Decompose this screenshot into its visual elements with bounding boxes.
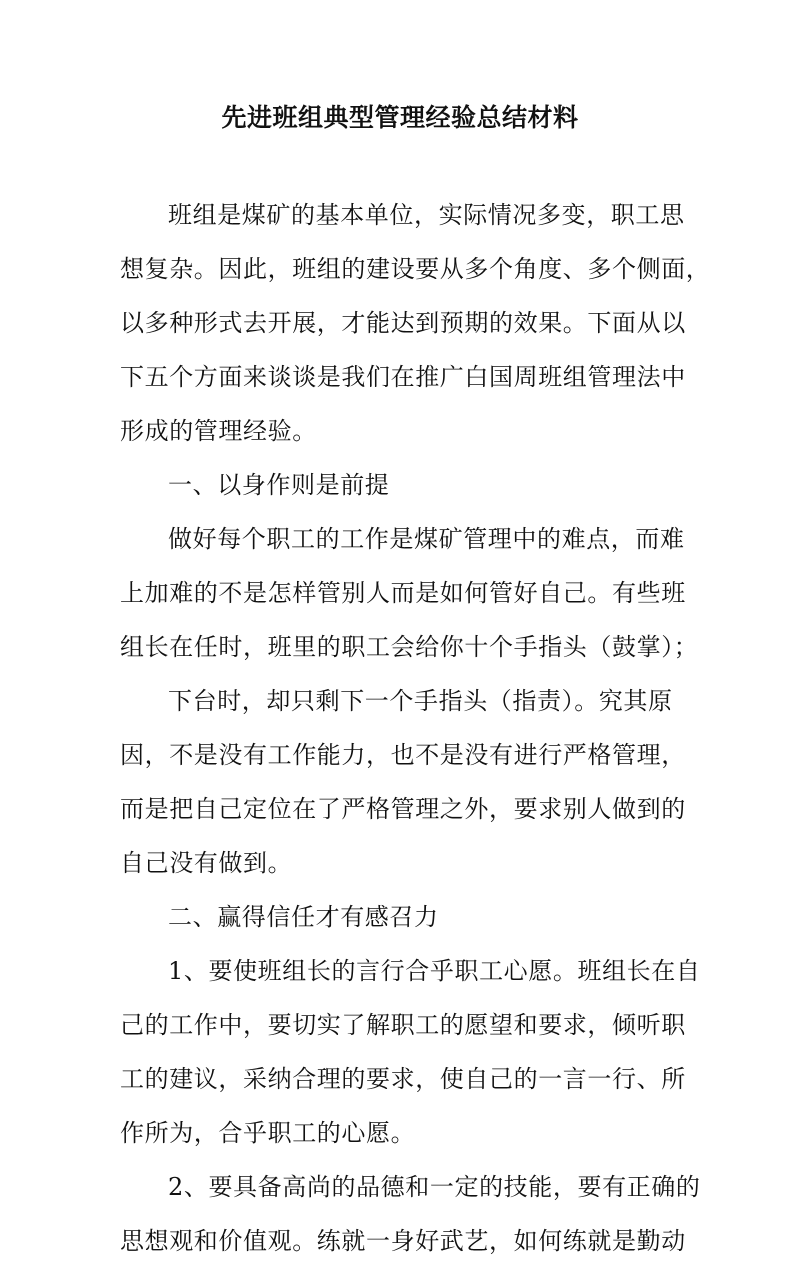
paragraph-line: 因，不是没有工作能力，也不是没有进行严格管理， [120, 741, 686, 769]
paragraph-line: 组长在任时，班里的职工会给你十个手指头（鼓掌）； [120, 633, 699, 661]
paragraph-line: 1、要使班组长的言行合乎职工心愿。班组长在自 [168, 957, 701, 985]
paragraph-line: 想复杂。因此，班组的建设要从多个角度、多个侧面， [120, 255, 711, 283]
paragraph-line: 而是把自己定位在了严格管理之外，要求别人做到的 [120, 795, 686, 823]
document-title: 先进班组典型管理经验总结材料 [221, 103, 579, 132]
paragraph-line: 工的建议，采纳合理的要求，使自己的一言一行、所 [120, 1065, 686, 1093]
paragraph-line: 班组是煤矿的基本单位，实际情况多变，职工思 [168, 201, 685, 229]
paragraph-line: 做好每个职工的工作是煤矿管理中的难点，而难 [168, 525, 685, 553]
paragraph-line: 自己没有做到。 [120, 849, 293, 877]
section-heading: 二、赢得信任才有感召力 [168, 903, 439, 931]
paragraph-line: 上加难的不是怎样管别人而是如何管好自己。有些班 [120, 579, 686, 607]
document-body [120, 188, 711, 1268]
paragraph-line: 作所为，合乎职工的心愿。 [120, 1119, 416, 1147]
paragraph-line: 己的工作中，要切实了解职工的愿望和要求，倾听职 [120, 1011, 686, 1039]
paragraph-line: 以多种形式去开展，才能达到预期的效果。下面从以 [120, 309, 686, 337]
paragraph-line: 下五个方面来谈谈是我们在推广白国周班组管理法中 [120, 363, 686, 391]
paragraph-line: 形成的管理经验。 [120, 417, 317, 445]
paragraph-line: 下台时，却只剩下一个手指头（指责）。究其原 [168, 687, 673, 715]
paragraph-line: 思想观和价值观。练就一身好武艺，如何练就是勤动 [120, 1227, 686, 1255]
section-heading: 一、以身作则是前提 [168, 471, 390, 499]
paragraph-line: 2、要具备高尚的品德和一定的技能，要有正确的 [168, 1173, 701, 1201]
